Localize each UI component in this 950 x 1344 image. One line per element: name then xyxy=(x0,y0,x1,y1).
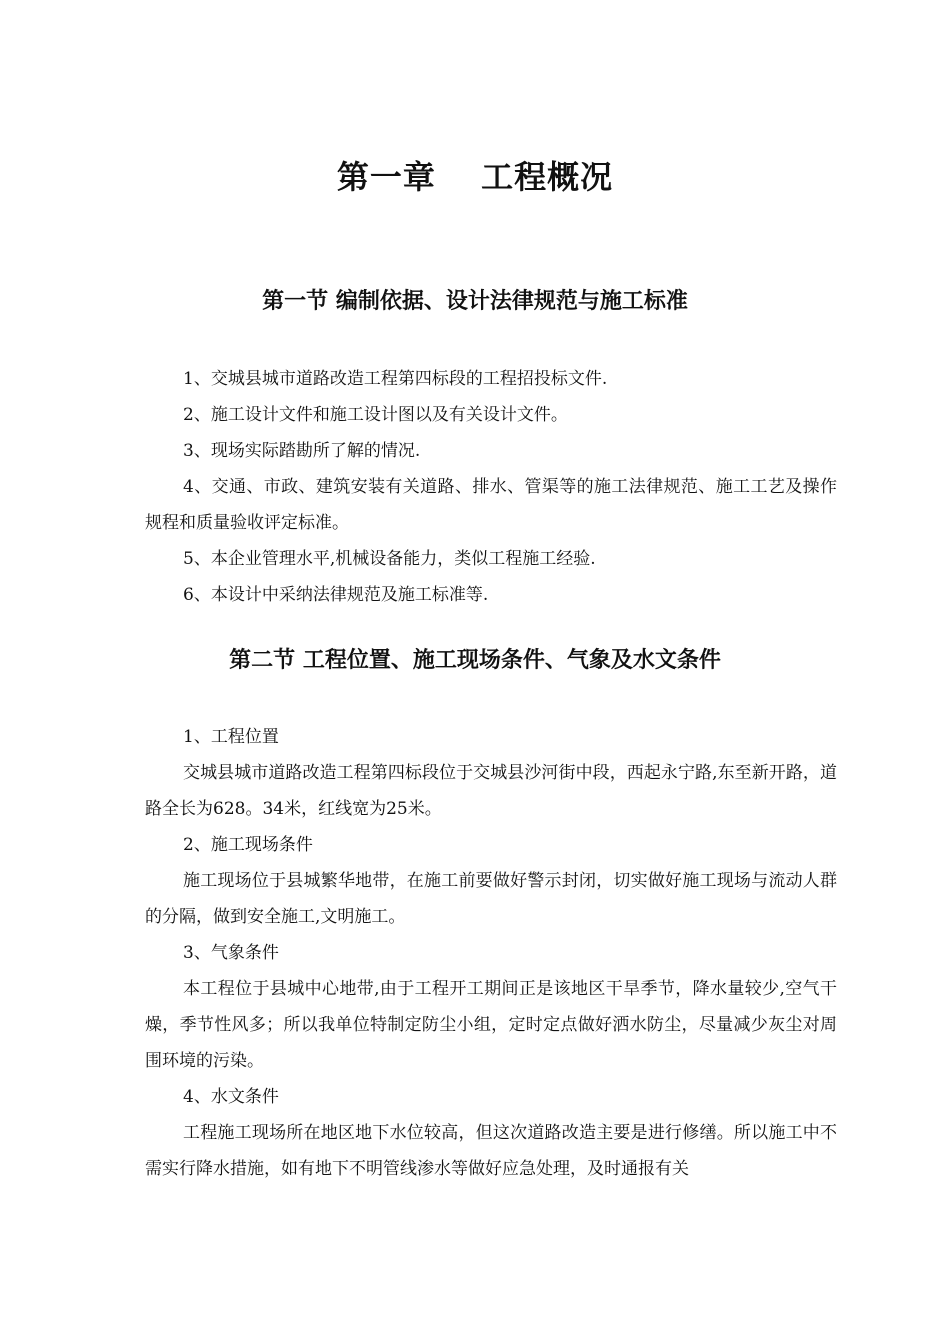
subheading-hydrology: 4、水文条件 xyxy=(183,1087,279,1107)
section-1-list xyxy=(145,361,837,613)
list-item: 2、施工设计文件和施工设计图以及有关设计文件。 xyxy=(183,405,568,425)
chapter-title: 第一章 工程概况 xyxy=(336,158,614,196)
section-2-title: 第二节 工程位置、施工现场条件、气象及水文条件 xyxy=(229,648,721,673)
paragraph-site-conditions: 施工现场位于县城繁华地带，在施工前要做好警示封闭，切实做好施工现场与流动人群的分隔，做到安全施工,文明施工。 xyxy=(145,871,837,927)
paragraph-hydrology: 工程施工现场所在地区地下水位较高，但这次道路改造主要是进行修缮。所以施工中不需实行降水措施，如有地下不明管线渗水等做好应急处理，及时通报有关 xyxy=(145,1123,837,1179)
list-item: 3、现场实际踏勘所了解的情况. xyxy=(183,441,421,461)
section-1-title: 第一节 编制依据、设计法律规范与施工标准 xyxy=(262,289,688,314)
subheading-weather: 3、气象条件 xyxy=(183,943,279,963)
list-item: 6、本设计中采纳法律规范及施工标准等. xyxy=(183,585,489,605)
paragraph-location: 交城县城市道路改造工程第四标段位于交城县沙河街中段，西起永宁路,东至新开路，道路全长为628。34米，红线宽为25米。 xyxy=(145,763,837,819)
list-item: 5、本企业管理水平,机械设备能力，类似工程施工经验. xyxy=(183,549,596,569)
paragraph-weather: 本工程位于县城中心地带,由于工程开工期间正是该地区干旱季节，降水量较少,空气干燥，季节性风多；所以我单位特制定防尘小组，定时定点做好洒水防尘，尽量减少灰尘对周围环境的污染。 xyxy=(145,979,837,1071)
subheading-location: 1、工程位置 xyxy=(183,727,279,747)
list-item: 4、交通、市政、建筑安装有关道路、排水、管渠等的施工法律规范、施工工艺及操作规程和质量验收评定标准。 xyxy=(145,477,837,533)
list-item: 1、交城县城市道路改造工程第四标段的工程招投标文件. xyxy=(183,369,608,389)
section-2-body xyxy=(145,719,837,1187)
subheading-site-conditions: 2、施工现场条件 xyxy=(183,835,313,855)
